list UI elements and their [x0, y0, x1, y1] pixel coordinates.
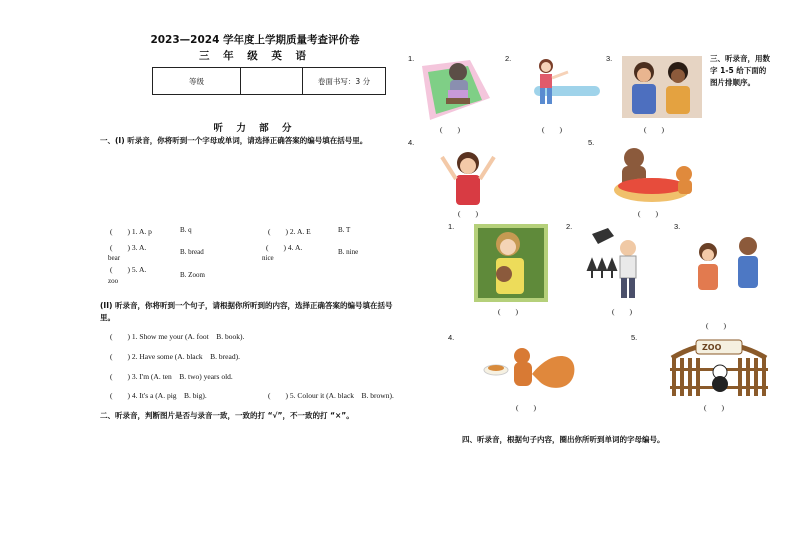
- part1-instruction-a: 一、(I) 听录音，你将听到一个字母或单词，请选择正确答案的编号填在括号里。: [100, 136, 368, 145]
- p3-label-1: 1.: [408, 54, 415, 63]
- p3-answer-3[interactable]: ( ): [644, 125, 664, 134]
- p1b-sentence-1: ( ) 1. Show me your (A. foot B. book).: [110, 332, 245, 341]
- p1b-sentence-3: ( ) 3. I'm (A. ten B. two) years old.: [110, 372, 233, 381]
- p1-item2-left: ( ) 2. A. E: [268, 227, 311, 236]
- p3-answer-1[interactable]: ( ): [440, 125, 460, 134]
- p1b-sentence-2: ( ) 2. Have some (A. black B. bread).: [110, 352, 240, 361]
- p1b-sentence-4: ( ) 4. It's a (A. pig B. big).: [110, 391, 207, 400]
- pic-answer-2[interactable]: ( ): [612, 307, 632, 316]
- part3-instruction: 三、听录音，用数字 1-5 给下面的图片排顺序。: [710, 54, 770, 87]
- bear-birthday-cake-picture: [604, 144, 700, 206]
- p1-item4-b: B. nine: [338, 248, 359, 256]
- girl-skating-picture: [522, 56, 602, 114]
- grade-subject: 三 年 级 英 语: [198, 50, 312, 62]
- p1-item3-left: ( ) 3. A.: [110, 243, 147, 252]
- excited-girl-picture: [436, 145, 498, 207]
- squirrel-picture: [480, 338, 584, 398]
- p1-item4-left: ( ) 4. A.: [266, 243, 303, 252]
- score-cell-blank[interactable]: [241, 68, 303, 95]
- pic-answer-5[interactable]: ( ): [704, 403, 724, 412]
- p1-item5-b: B. Zoom: [180, 271, 205, 279]
- p3-answer-2[interactable]: ( ): [542, 125, 562, 134]
- girl-teddy-bear-picture: [474, 224, 548, 302]
- p3-label-3: 3.: [606, 54, 613, 63]
- p3-answer-5[interactable]: ( ): [638, 209, 658, 218]
- p3-label-5: 5.: [588, 138, 595, 147]
- p1-item3-a: bear: [108, 254, 121, 262]
- kids-greeting-picture: [692, 228, 766, 294]
- pic-label-2: 2.: [566, 222, 573, 231]
- pic-label-5: 5.: [631, 333, 638, 342]
- part1-instruction-b: (II) 听录音，你将听到一个句子，请根据你所听到的内容，选择正确答案的编号填在括号里。: [100, 301, 393, 322]
- pic-answer-1[interactable]: ( ): [498, 307, 518, 316]
- boy-hat-arrows-picture: [584, 226, 644, 302]
- p1-item2-b: B. T: [338, 226, 351, 234]
- pic-label-3: 3.: [674, 222, 681, 231]
- p3-label-4: 4.: [408, 138, 415, 147]
- p1b-sentence-5: ( ) 5. Colour it (A. black B. brown).: [268, 391, 394, 400]
- p3-answer-4[interactable]: ( ): [458, 209, 478, 218]
- part2-instruction: 二、听录音，判断图片是否与录音一致，一致的打 “√”，不一致的打 “×”。: [100, 411, 354, 420]
- pic-answer-4[interactable]: ( ): [516, 403, 536, 412]
- p1-item5-left: ( ) 5. A.: [110, 265, 147, 274]
- p1-item1-left: ( ) 1. A. p: [110, 227, 152, 236]
- score-cell-handwriting: 卷面书写：3 分: [303, 68, 386, 95]
- exam-title: 2023—2024 学年度上学期质量考查评价卷: [150, 34, 360, 46]
- score-table: [152, 67, 386, 95]
- zoo-sign-text: ZOO: [702, 343, 722, 352]
- p1-item1-b: B. q: [180, 226, 192, 234]
- p3-label-2: 2.: [505, 54, 512, 63]
- p1-item3-b: B. bread: [180, 248, 204, 256]
- two-kids-picture: [622, 56, 702, 118]
- score-cell-level: 等级: [153, 68, 241, 95]
- pic-label-4: 4.: [448, 333, 455, 342]
- pic-label-1: 1.: [448, 222, 455, 231]
- boy-reading-picture: [420, 58, 492, 122]
- part4-instruction: 四、听录音，根据句子内容，圈出你所听到单词的字母编号。: [462, 435, 665, 444]
- listening-section-title: 听 力 部 分: [213, 123, 297, 134]
- pic-answer-3[interactable]: ( ): [706, 321, 726, 330]
- p1-item4-a: nice: [262, 254, 274, 262]
- p1-item5-a: zoo: [108, 277, 119, 285]
